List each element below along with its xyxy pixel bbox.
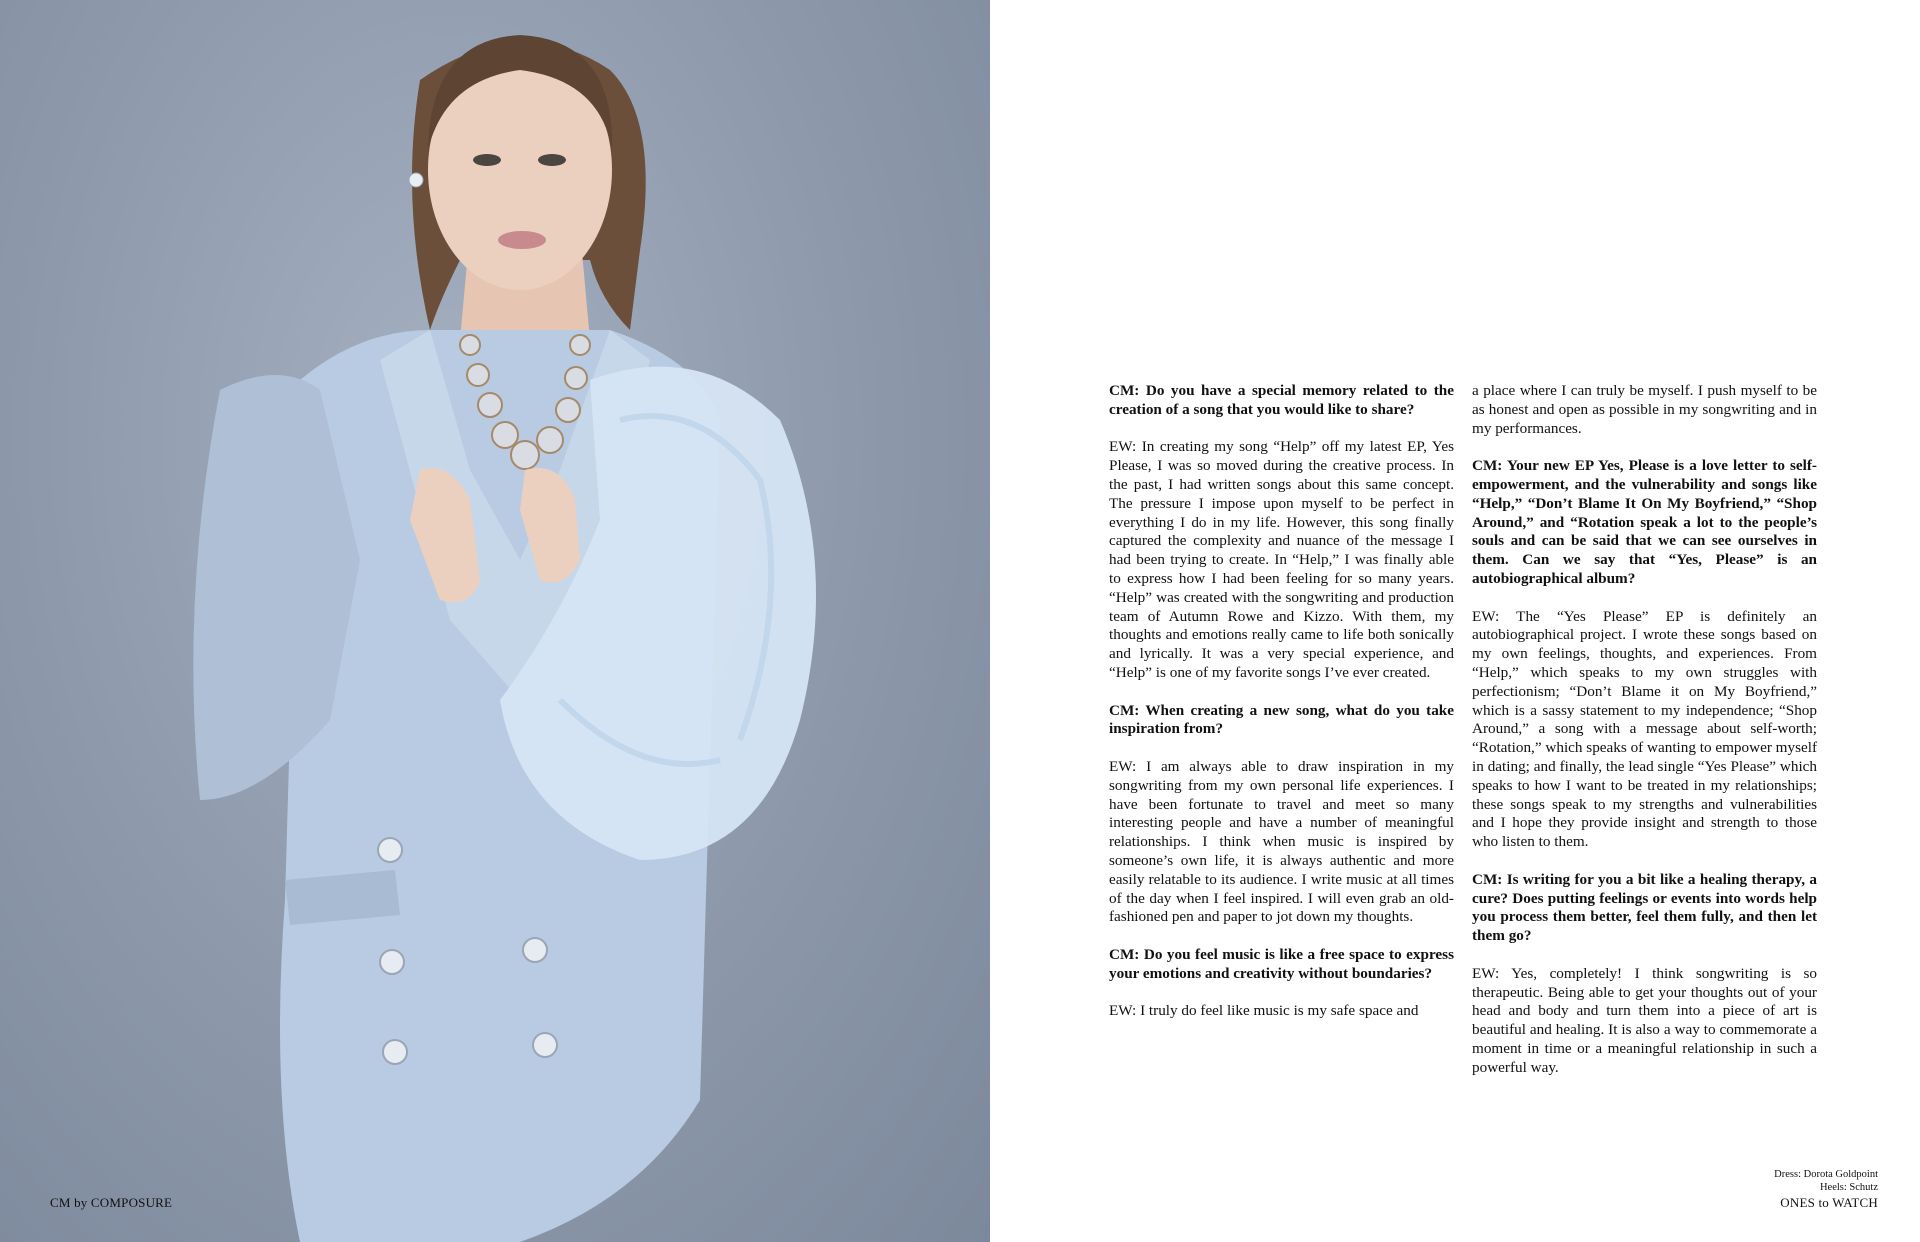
wardrobe-credits <box>1774 1168 1878 1194</box>
question: CM: Do you have a special memory related to the creation of a song that you would like to share? <box>1109 382 1454 418</box>
credit-dress: Dress: Dorota Goldpoint <box>1774 1169 1878 1180</box>
answer: a place where I can truly be myself. I push myself to be as honest and open as possible in my songwriting and in my performances. <box>1472 382 1817 437</box>
interview-page <box>990 0 1920 1242</box>
question: CM: When creating a new song, what do you take inspiration from? <box>1109 701 1454 738</box>
question: CM: Your new EP Yes, Please is a love letter to self-empowerment, and the vulnerability and songs like “Help,” “Don’t Blame It On My Boyfriend,” “Shop Around,” and “Rotation speak a lot to the people’s souls and can be said that we can see ourselves in them. Can we say that “Yes, Please” is an autobiographical album? <box>1472 457 1817 587</box>
left-page-footer: CM by COMPOSURE <box>50 1195 173 1210</box>
answer: EW: Yes, completely! I think songwriting is so therapeutic. Being able to get your thoughts out of your head and body and turn them into a piece of art is beautiful and healing. It is also a way to commemorate a moment in time or a meaningful relationship in such a powerful way. <box>1472 964 1817 1076</box>
text-column-1 <box>1109 382 1454 1040</box>
eye-right <box>538 154 566 166</box>
text-column-2 <box>1472 382 1817 1096</box>
question: CM: Do you feel music is like a free space to express your emotions and creativity without boundaries? <box>1109 945 1454 982</box>
answer: EW: In creating my song “Help” off my latest EP, Yes Please, I was so moved during the creative process. In the past, I had written songs about this same concept. The pressure I impose upon myself to be perfect in everything I do in my life. However, this song finally captured the complexity and nuance of the message I had been trying to create. In “Help,” I was finally able to express how I had been feeling for so many years. “Help” was created with the songwriting and production team of Autumn Rowe and Kizzo. With them, my thoughts and emotions really came to life both sonically and lyrically. It was a very special experience, and “Help” is one of my favorite songs I’ve ever created. <box>1109 438 1454 681</box>
credit-heels: Heels: Schutz <box>1819 1182 1878 1193</box>
lips <box>498 231 546 249</box>
right-page-footer: ONES to WATCH <box>1780 1195 1878 1210</box>
answer: EW: I truly do feel like music is my safe space and <box>1109 1002 1419 1020</box>
answer: EW: I am always able to draw inspiration in my songwriting from my own personal life experiences. I have been fortunate to travel and meet so many interesting people and have a number of meaningful relationships. I think when music is inspired by someone’s own life, it is always authentic and more easily relatable to its audience. I write music at all times of the day when I feel inspired. I will even grab an old-fashioned pen and paper to jot down my thoughts. <box>1109 757 1454 926</box>
earring <box>409 173 423 187</box>
question: CM: Is writing for you a bit like a healing therapy, a cure? Does putting feelings or events into words help you process them better, feel them fully, and then let them go? <box>1472 870 1817 945</box>
eye-left <box>473 154 501 166</box>
answer: EW: The “Yes Please” EP is definitely an autobiographical project. I wrote these songs based on my own feelings, thoughts, and experiences. From “Help,” which speaks to my own struggles with perfectionism; “Don’t Blame it on My Boyfriend,” which is a sassy statement to my independence; “Shop Around,” a song with a message about self-worth; “Rotation,” which speaks of wanting to empower myself in dating; and finally, the lead single “Yes Please” which speaks to how I want to be treated in my relationships; these songs speak to my strengths and vulnerabilities and I hope they provide insight and strength to those who listen to them. <box>1472 607 1818 851</box>
